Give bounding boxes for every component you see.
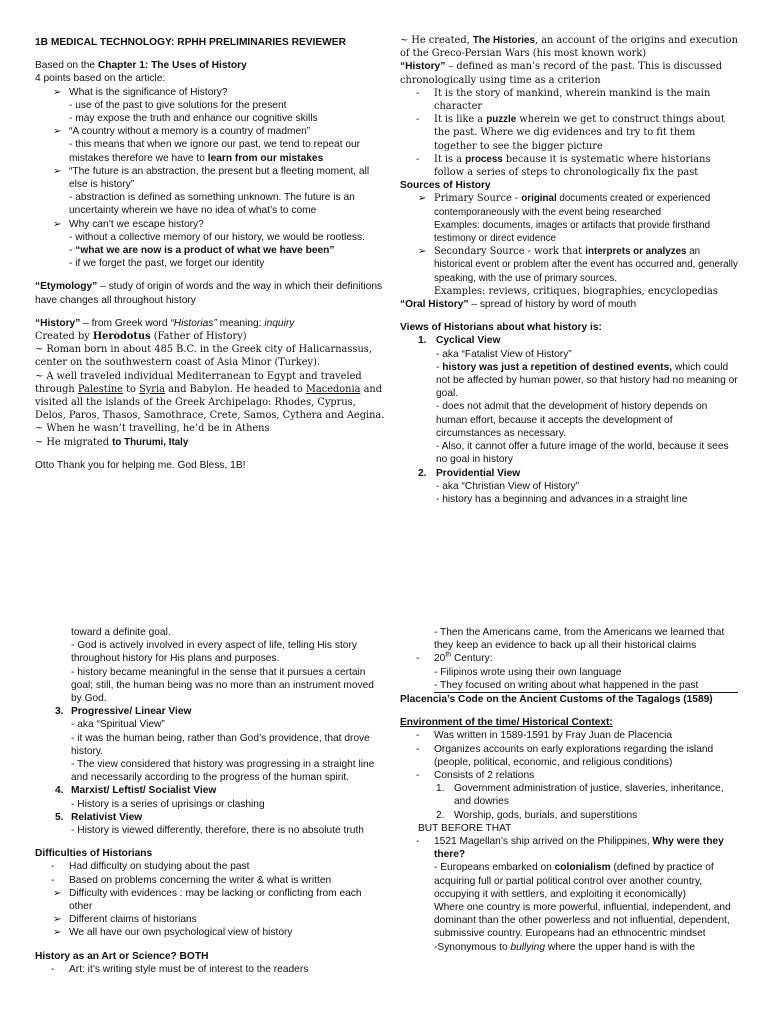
column-bottom-left: [35, 626, 385, 976]
environment-title: Environment of the time/ Historical Context:: [400, 717, 613, 729]
art-science-title: History as an Art or Science? BOTH: [35, 950, 209, 962]
etymology-def: “Etymology” – study of origin of words and the way in which their definitions have changes all throughout history: [35, 281, 383, 306]
views-title: Views of Historians about what history is:: [400, 322, 602, 334]
column-top-right: [400, 34, 738, 506]
arrow-bullet-icon: ➢: [418, 246, 427, 258]
herodotus-birth: ~ Roman born in about 485 B.C. in the Greek city of Halicarnassus, center on the southwestern coast of Asia Minor (Turkey).: [35, 344, 372, 369]
placencia-title: Placencia’s Code on the Ancient Customs of the Tagalogs (1589): [400, 694, 713, 706]
arrow-bullet-icon: ➢: [53, 914, 62, 926]
century-20: - 20th Century: - Filipinos wrote using their own language - They focused on writing about what happened in the past: [400, 652, 738, 693]
reviewer-title: 1B MEDICAL TECHNOLOGY: RPHH PRELIMINARIES REVIEWER: [35, 37, 346, 48]
view-cyclical: 1. Cyclical View - aka “Fatalist View of History” - history was just a repetition of destined events, which could not be affected by human power, so that history had no meaning or goal. - does not admit that the development of history depends on human effort, because it accepts the development of circumstances as necessary. - Also, it cannot offer a future image of the world, because it sees no goal in history: [418, 335, 738, 466]
sources-title: Sources of History: [400, 180, 491, 192]
arrow-bullet-icon: ➢: [53, 165, 62, 177]
americans-note: - Then the Americans came, from the Americans we learned that they keep an evidence to back up all their historical claims: [434, 627, 725, 652]
difficulty-item: - Based on problems concerning the writer & what is written: [51, 874, 332, 886]
context-item: - Was written in 1589-1591 by Fray Juan de Placencia: [416, 730, 673, 742]
based-on-line: Based on the Chapter 1: The Uses of History: [35, 60, 247, 72]
point-3: ➢ “The future is an abstraction, the present but a fleeting moment, all else is history” - abstraction is defined as something unknown. The future is an uncertainty wherein we have no idea of what’s to come: [53, 165, 370, 217]
herodotus-athens: ~ When he wasn’t travelling, he’d be in Athens: [35, 423, 270, 435]
points-intro: 4 points based on the article:: [35, 73, 166, 85]
oral-history-def: “Oral History” – spread of history by word of mouth: [400, 299, 637, 311]
difficulties-title: Difficulties of Historians: [35, 848, 153, 860]
arrow-bullet-icon: ➢: [53, 86, 62, 98]
but-before-that: BUT BEFORE THAT: [418, 822, 512, 834]
arrow-bullet-icon: ➢: [53, 218, 62, 230]
difficulty-item: ➢ Difficulty with evidences : may be lacking or conflicting from each other: [53, 887, 362, 913]
history-def: “History” – from Greek word “Historias” meaning: inquiry: [35, 317, 295, 329]
secondary-source: ➢ Secondary Source - work that interprets or analyzes an historical event or problem after the event has occurred and, generally speaking, with the use of primary sources. Examples: reviews, critiques, biographies, encyclopedias: [418, 246, 738, 297]
history-definition: “History” – defined as man’s record of the past. This is discussed chronologically using time as a criterion: [400, 61, 722, 86]
created-by: Created by Herodotus (Father of History): [35, 331, 247, 343]
definition-item: - It is a process because it is systematic where historians follow a series of steps to chronologically fix the past: [416, 153, 711, 179]
context-item: - Organizes accounts on early explorations regarding the island (people, political, economic, and religious conditions): [416, 743, 714, 768]
herodotus-travels: ~ A well traveled individual Mediterranean to Egypt and traveled through Palestine to Syria and Babylon. He headed to Macedonia and visited all the islands of the Greek Archipelago: Rhodes, Cyprus, Delos, Paros, Thasos, Samothrace, Crete, Samos, Cythera and Aegina.: [35, 370, 385, 422]
context-item: - Consists of 2 relations: [416, 770, 535, 782]
view-progressive: 3. Progressive/ Linear View - aka “Spiritual View” - it was the human being, rather than God’s providence, that drove history. - The view considered that history was progressing in a straight line and necessarily according to the progress of the human spirit.: [55, 706, 375, 784]
column-bottom-right: [400, 626, 738, 954]
view-relativist: 5. Relativist View - History is viewed differently, therefore, there is no absolute truth: [55, 811, 364, 837]
definition-item: - It is like a puzzle wherein we get to construct things about the past. Where we dig evidences and try to fit them together to see the bigger picture: [416, 114, 725, 152]
providential-continued: toward a definite goal. - God is actively involved in every aspect of life, telling His story throughout history for His plans and purposes. - history became meaningful in the sense that it pursues a certain goal; still, the human being was no more than an instrument moved by God.: [71, 627, 374, 705]
thanks-note: Otto Thank you for helping me. God Bless, 1B!: [35, 459, 246, 471]
primary-source: ➢ Primary Source - original documents created or experienced contemporaneously with the event being researched Examples: documents, images or artifacts that provide firsthand testimony or direct evidence: [418, 193, 711, 245]
magellan-item: - 1521 Magellan’s ship arrived on the Philippines, Why were they there? - Europeans embarked on colonialism (defined by practice of acquiring full or partial political control over another country, occupying it with settlers, and exploiting it economically) Where one country is more powerful, influential, independent, and dominant than the other powerless and not influential, dependent, submissive country. Europeans had an ethnocentric mindset -Synonymous to bullying where the upper hand is with the: [416, 836, 731, 953]
histories-work: ~ He created, The Histories, an account of the origins and execution of the Greco-Persian Wars (his most known work): [400, 35, 738, 60]
relation-item: 2. Worship, gods, burials, and superstitions: [436, 809, 638, 821]
point-2-text: - this means that when we ignore our past, we tend to repeat our mistakes therefore we have to learn from our mistakes: [69, 139, 361, 164]
relation-item: 1. Government administration of justice, slaveries, inheritance, and dowries: [436, 783, 724, 808]
arrow-bullet-icon: ➢: [53, 927, 62, 939]
difficulty-item: ➢ Different claims of historians: [53, 914, 197, 926]
difficulty-item: ➢ We all have our own psychological view of history: [53, 927, 293, 939]
view-marxist: 4. Marxist/ Leftist/ Socialist View - History is a series of uprisings or clashing: [55, 785, 265, 810]
definition-item: - It is the story of mankind, wherein mankind is the main character: [416, 87, 711, 113]
arrow-bullet-icon: ➢: [53, 126, 62, 138]
herodotus-migrated: ~ He migrated to Thurumi, Italy: [35, 436, 189, 448]
view-providential: 2. Providential View - aka “Christian View of History” - history has a beginning and advances in a straight line: [418, 467, 688, 505]
arrow-bullet-icon: ➢: [53, 887, 62, 899]
point-4: ➢ Why can’t we escape history? - without a collective memory of our history, we would be rootless. - “what we are now is a product of what we have been” - if we forget the past, we forget our identity: [53, 218, 365, 270]
art-item: - Art: it’s writing style must be of interest to the readers: [51, 963, 309, 975]
column-top-left: [35, 36, 385, 472]
point-1: ➢ What is the significance of History? - use of the past to give solutions for the present - may expose the truth and enhance our cognitive skills: [53, 86, 318, 125]
arrow-bullet-icon: ➢: [418, 193, 427, 205]
point-2: ➢ “A country without a memory is a country of madmen”: [53, 126, 311, 138]
difficulty-item: - Had difficulty on studying about the past: [51, 861, 250, 873]
